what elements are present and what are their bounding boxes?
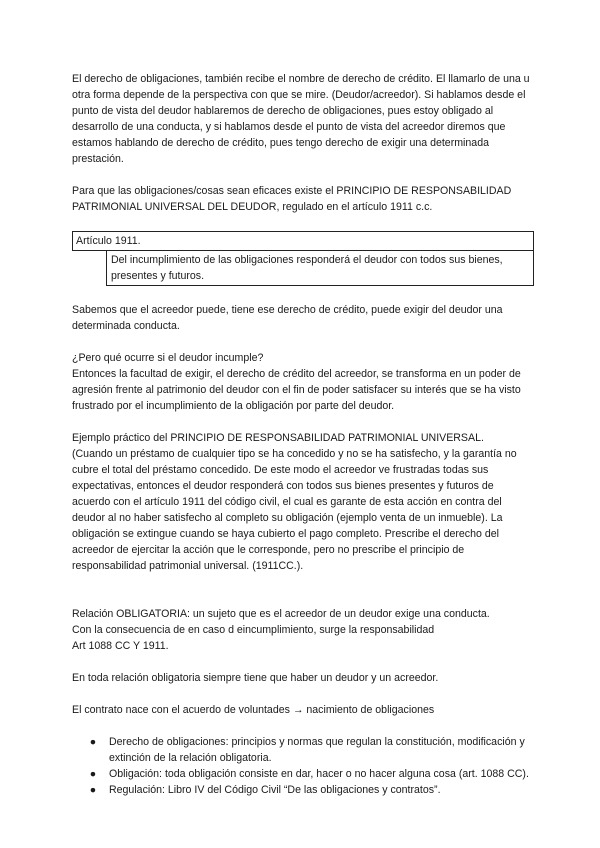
list-item-text: Derecho de obligaciones: principios y normas que regulan la constitución, modificación y extinción de la relación obligatoria. [109,736,525,764]
paragraph-intro: El derecho de obligaciones, también recibe el nombre de derecho de crédito. El llamarlo de una u otra forma depende de la perspectiva con que se mire. (Deudor/acreedor). Si hablamos desde el punto de vista del deudor hablaremos de derecho de obligaciones, pues estoy obligado al desarrollo de una conducta, y si hablamos desde el punto de vista del acreedor diremos que estamos hablando de derecho de crédito, pues tengo derecho de exigir una determinada prestación. [72,73,530,165]
spacer [72,215,534,231]
relation-line-3: Art 1088 CC Y 1911. [72,640,169,652]
paragraph-creditor: Sabemos que el acreedor puede, tiene ese derecho de crédito, puede exigir del deudor una determinada conducta. [72,304,503,332]
spacer [72,654,534,670]
spacer [72,286,534,302]
paragraph-question: ¿Pero qué ocurre si el deudor incumple? [72,352,264,364]
paragraph-contract: El contrato nace con el acuerdo de voluntades → nacimiento de obligaciones [72,704,435,716]
spacer [72,574,534,606]
bullet-icon: ● [89,784,97,796]
list-item-text: Obligación: toda obligación consiste en dar, hacer o no hacer alguna cosa (art. 1088 CC). [109,768,529,780]
article-quote: Del incumplimiento de las obligaciones responderá el deudor con todos sus bienes, presentes y futuros. [111,254,503,282]
paragraph-example-body: (Cuando un préstamo de cualquier tipo se ha concedido y no se ha satisfecho, y la garantía no cubre el total del préstamo concedido. De este modo el acreedor ve frustradas todas sus expectativas, entonces el deudor responderá con todos sus bienes presentes y futuros de acuerdo con el artículo 1911 del código civil, el cual es garante de esta acción en contra del deudor al no haber satisfecho al completo su obligación (ejemplo venta de un inmueble). La obligación se extingue cuando se haya cubierto el pago completo. Prescribe el derecho del acreedor de ejercitar la acción que le corresponde, pero no prescribe el principio de responsabilidad patrimonial universal. (1911CC.). [72,448,517,572]
spacer [72,414,534,430]
relation-line-1: Relación OBLIGATORIA: un sujeto que es el acreedor de un deudor exige una conducta. [72,608,490,620]
paragraph-principle: Para que las obligaciones/cosas sean eficaces existe el PRINCIPIO DE RESPONSABILIDAD PATRIMONIAL UNIVERSAL DEL DEUDOR, regulado en el artículo 1911 c.c. [72,185,512,213]
list-item [72,734,534,766]
document-page [72,71,534,798]
list-item [72,782,534,798]
spacer [72,718,534,734]
list-item [72,766,534,782]
bullet-icon: ● [89,768,97,780]
list-item-text: Regulación: Libro IV del Código Civil “De las obligaciones y contratos”. [109,784,441,796]
spacer [72,167,534,183]
article-title-box [72,231,534,251]
spacer [72,686,534,702]
article-title: Artículo 1911. [76,235,141,247]
relation-line-2: Con la consecuencia de en caso d eincumplimiento, surge la responsabilidad [72,624,435,636]
definitions-list [72,734,534,798]
paragraph-breach: Entonces la facultad de exigir, el derecho de crédito del acreedor, se transforma en un poder de agresión frente al patrimonio del deudor con el fin de poder satisfacer su interés que se ha visto frustrado por el incumplimiento de la obligación por parte del deudor. [72,368,521,412]
paragraph-parties: En toda relación obligatoria siempre tiene que haber un deudor y un acreedor. [72,672,439,684]
paragraph-example-title: Ejemplo práctico del PRINCIPIO DE RESPONSABILIDAD PATRIMONIAL UNIVERSAL. [72,432,484,444]
article-quote-box [106,251,534,286]
spacer [72,334,534,350]
bullet-icon: ● [89,736,97,748]
